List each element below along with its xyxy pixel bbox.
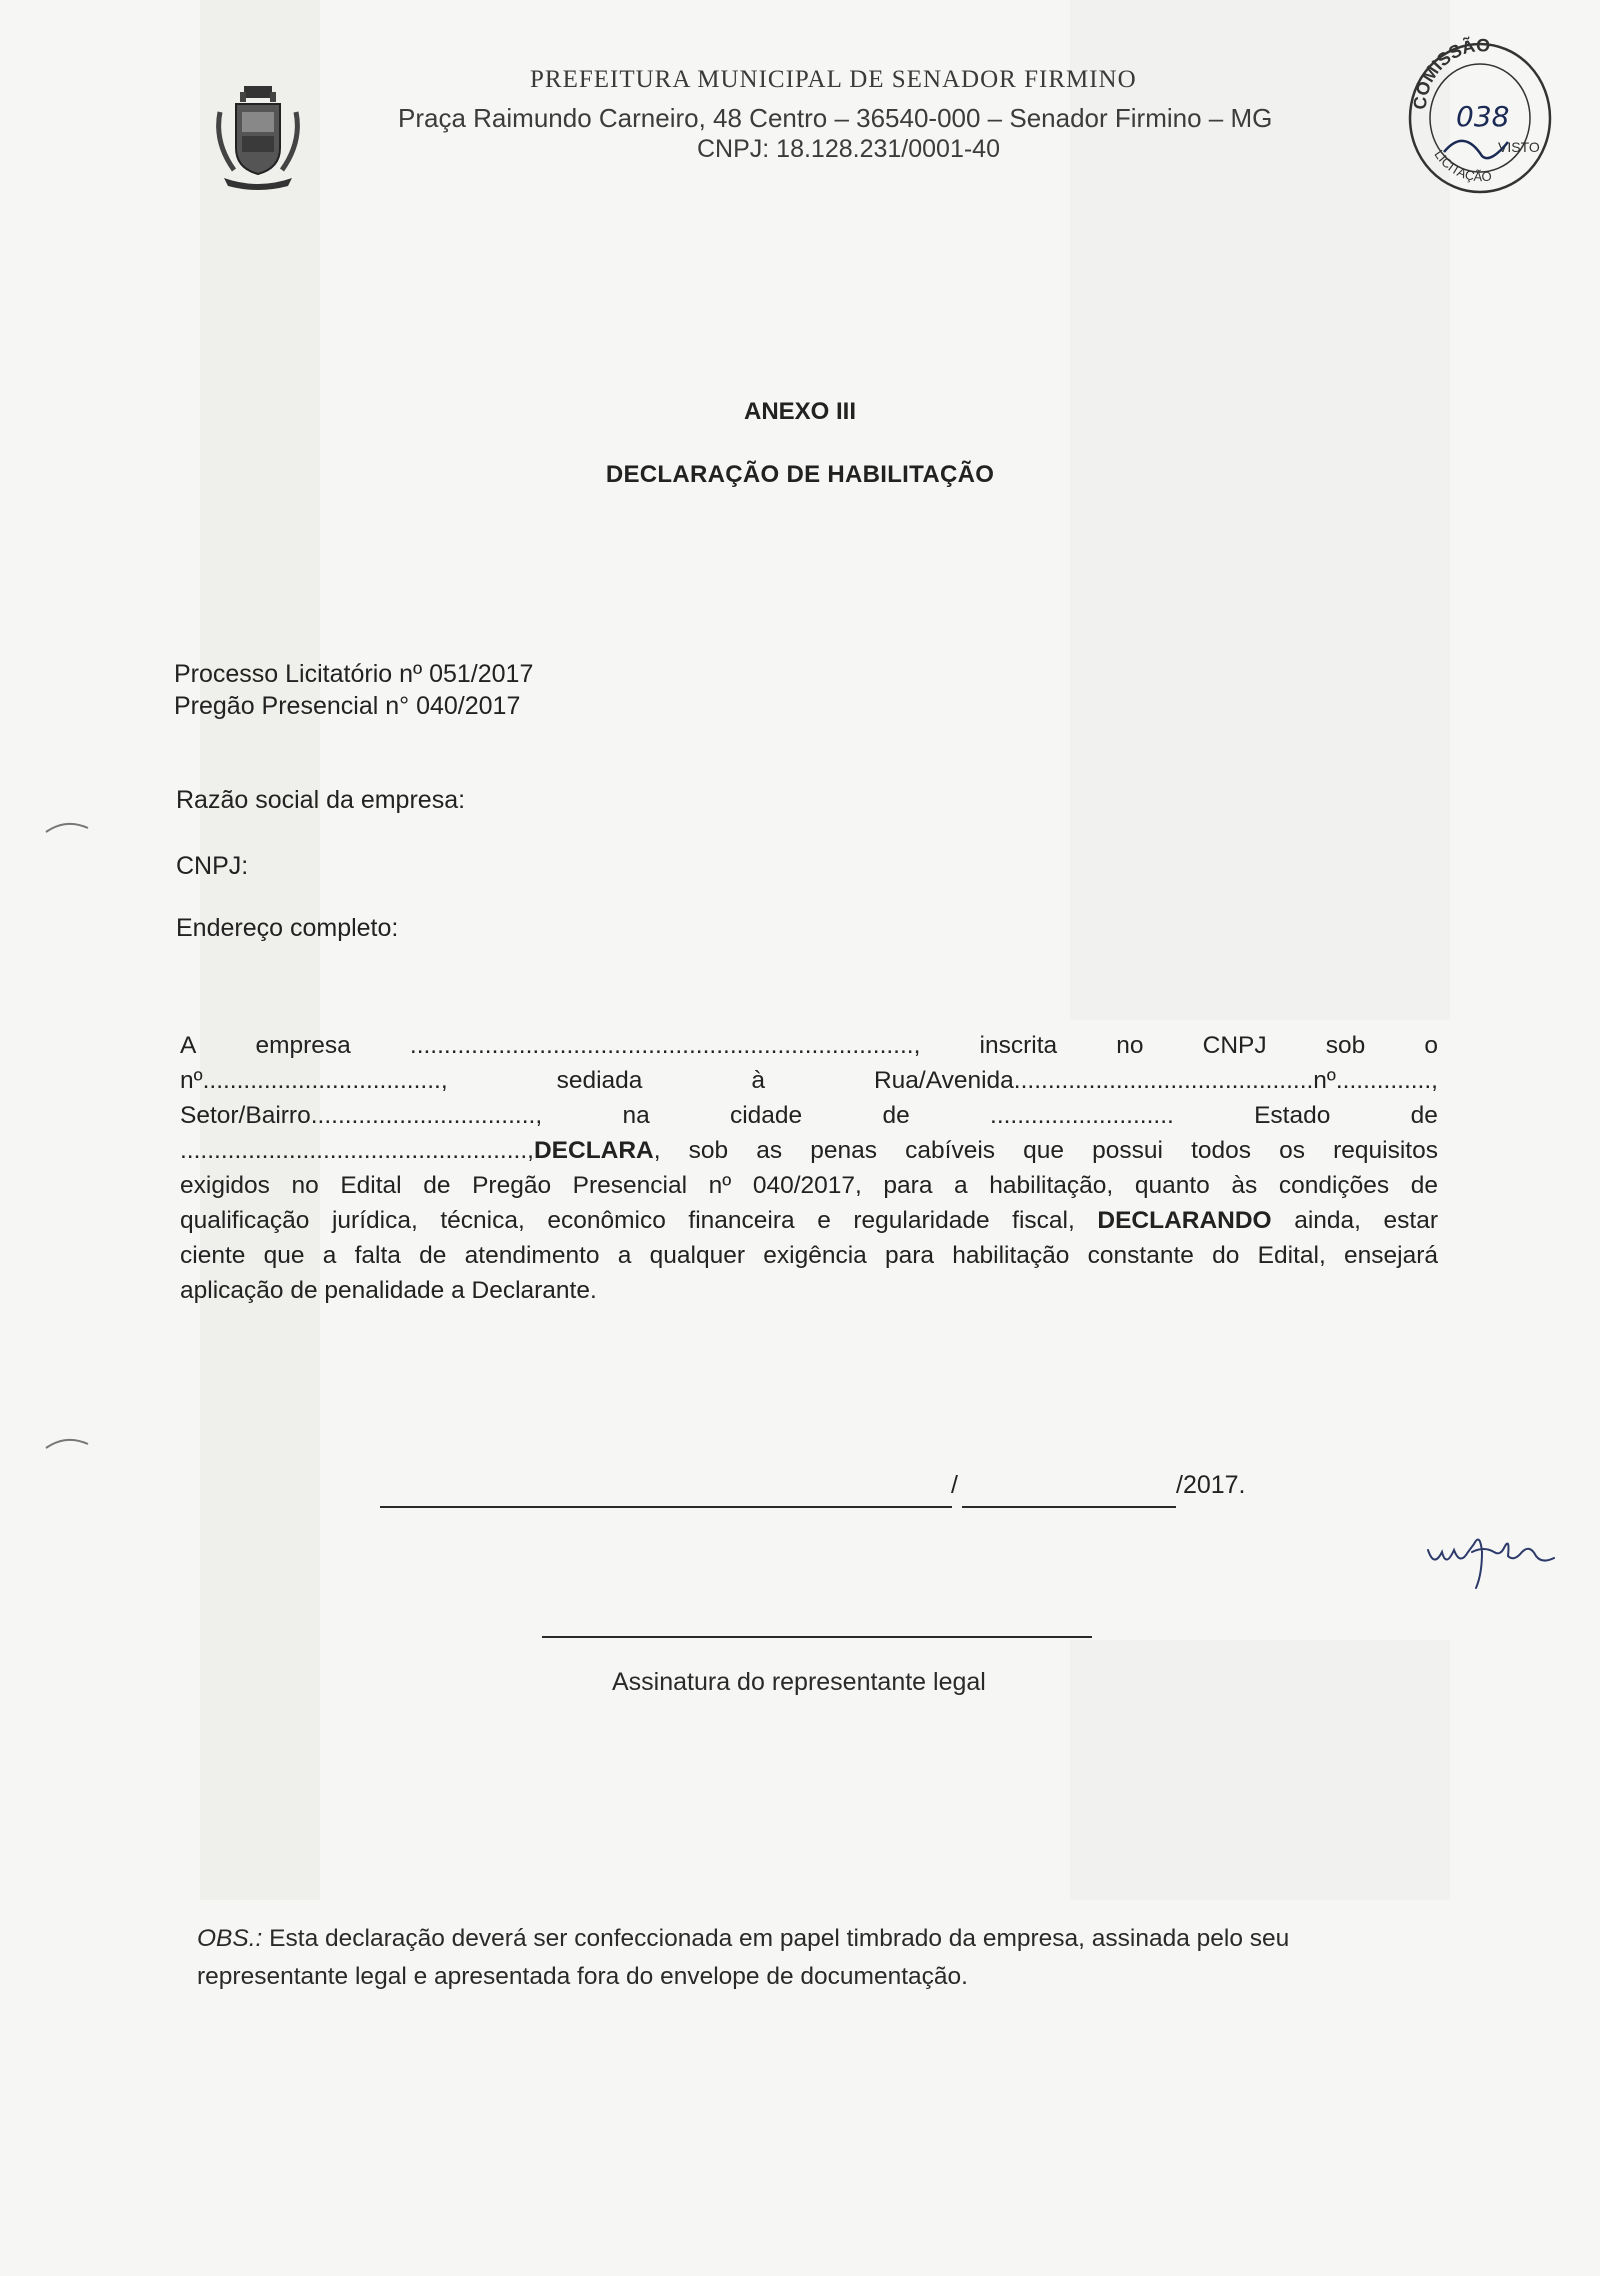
declaration-line-4 [180, 1133, 1438, 1168]
declaration-line-1 [180, 1028, 1438, 1063]
blank-cnpj-number: nº..................................., [180, 1067, 448, 1094]
municipal-crest-icon [210, 82, 306, 192]
cnpj-label: CNPJ: [176, 852, 249, 880]
date-month-line [962, 1506, 1176, 1508]
word: Estado [1254, 1102, 1331, 1129]
declaration-text: qualificação jurídica, técnica, econômico financeira e regularidade fiscal, [180, 1207, 1075, 1234]
razao-social-label: Razão social da empresa: [176, 786, 466, 814]
word: na [622, 1102, 650, 1129]
institution-name: PREFEITURA MUNICIPAL DE SENADOR FIRMINO [530, 66, 1137, 93]
declaration-text: ainda, estar [1294, 1207, 1438, 1234]
blank-district: Setor/Bairro................................., [180, 1102, 543, 1129]
declaration-line-2 [180, 1063, 1438, 1098]
declarando-keyword: DECLARANDO [1097, 1207, 1272, 1234]
blank-street: Rua/Avenida............................................nº.............., [873, 1067, 1438, 1094]
annex-title: ANEXO III [743, 398, 857, 425]
word: sob [1325, 1032, 1366, 1059]
declaration-line-7: ciente que a falta de atendimento a qualquer exigência para habilitação constante do Edital, ensejará [180, 1242, 1438, 1269]
margin-punch-mark [42, 1434, 92, 1450]
bleed-through-right-top [1070, 0, 1450, 1020]
obs-label: OBS.: [197, 1925, 263, 1952]
stamp-visto: VISTO [1498, 139, 1540, 155]
word: empresa [255, 1032, 351, 1059]
blank-city: ........................... [990, 1102, 1174, 1129]
endereco-label: Endereço completo: [176, 914, 399, 942]
word: A [180, 1032, 197, 1059]
pregao-number: Pregão Presencial n° 040/2017 [174, 692, 521, 720]
process-number: Processo Licitatório nº 051/2017 [174, 660, 534, 688]
date-separator: / [951, 1471, 958, 1499]
word: no [1116, 1032, 1144, 1059]
stamp-bottom-text: LICITAÇÃO [1431, 147, 1493, 185]
blank-company-name: .........................................................................., [409, 1032, 921, 1059]
declaration-paragraph [180, 1028, 1438, 1308]
date-year: /2017. [1176, 1471, 1246, 1499]
obs-text: Esta declaração deverá ser confeccionada em papel timbrado da empresa, assinada pelo seu representante legal e apresentada fora do envelope de documentação. [197, 1925, 1290, 1990]
document-title: DECLARAÇÃO DE HABILITAÇÃO [605, 461, 995, 488]
declaration-line-5: exigidos no Edital de Pregão Presencial nº 040/2017, para a habilitação, quanto às condições de [180, 1172, 1438, 1199]
word: o [1424, 1032, 1438, 1059]
declaration-text: , sob as penas cabíveis que possui todos os requisitos [653, 1137, 1438, 1164]
declaration-line-8: aplicação de penalidade a Declarante. [180, 1277, 597, 1304]
stamp-number: 038 [1456, 100, 1510, 133]
institution-address: Praça Raimundo Carneiro, 48 Centro – 36540-000 – Senador Firmino – MG [398, 103, 1273, 133]
declara-keyword: DECLARA [533, 1137, 654, 1164]
word: de [1410, 1102, 1438, 1129]
blank-state: ..................................................., [180, 1137, 534, 1164]
word: sediada [556, 1067, 643, 1094]
commission-stamp [1404, 24, 1554, 200]
word: à [751, 1067, 765, 1094]
date-place-line [380, 1506, 952, 1508]
declaration-line-6 [180, 1203, 1438, 1238]
margin-punch-mark [42, 818, 92, 834]
bleed-through-left [200, 0, 320, 1900]
stamp-top-text: COMISSÃO [1409, 35, 1491, 111]
signature-line [542, 1636, 1092, 1638]
bleed-through-right-bottom [1070, 1640, 1450, 1900]
declaration-line-3 [180, 1098, 1438, 1133]
word: CNPJ [1202, 1032, 1267, 1059]
handwritten-rubric [1424, 1522, 1564, 1592]
word: de [882, 1102, 910, 1129]
word: cidade [729, 1102, 803, 1129]
institution-cnpj: CNPJ: 18.128.231/0001-40 [697, 135, 1000, 163]
word: inscrita [979, 1032, 1058, 1059]
observation-note [197, 1920, 1437, 1996]
signature-caption: Assinatura do representante legal [612, 1668, 986, 1696]
